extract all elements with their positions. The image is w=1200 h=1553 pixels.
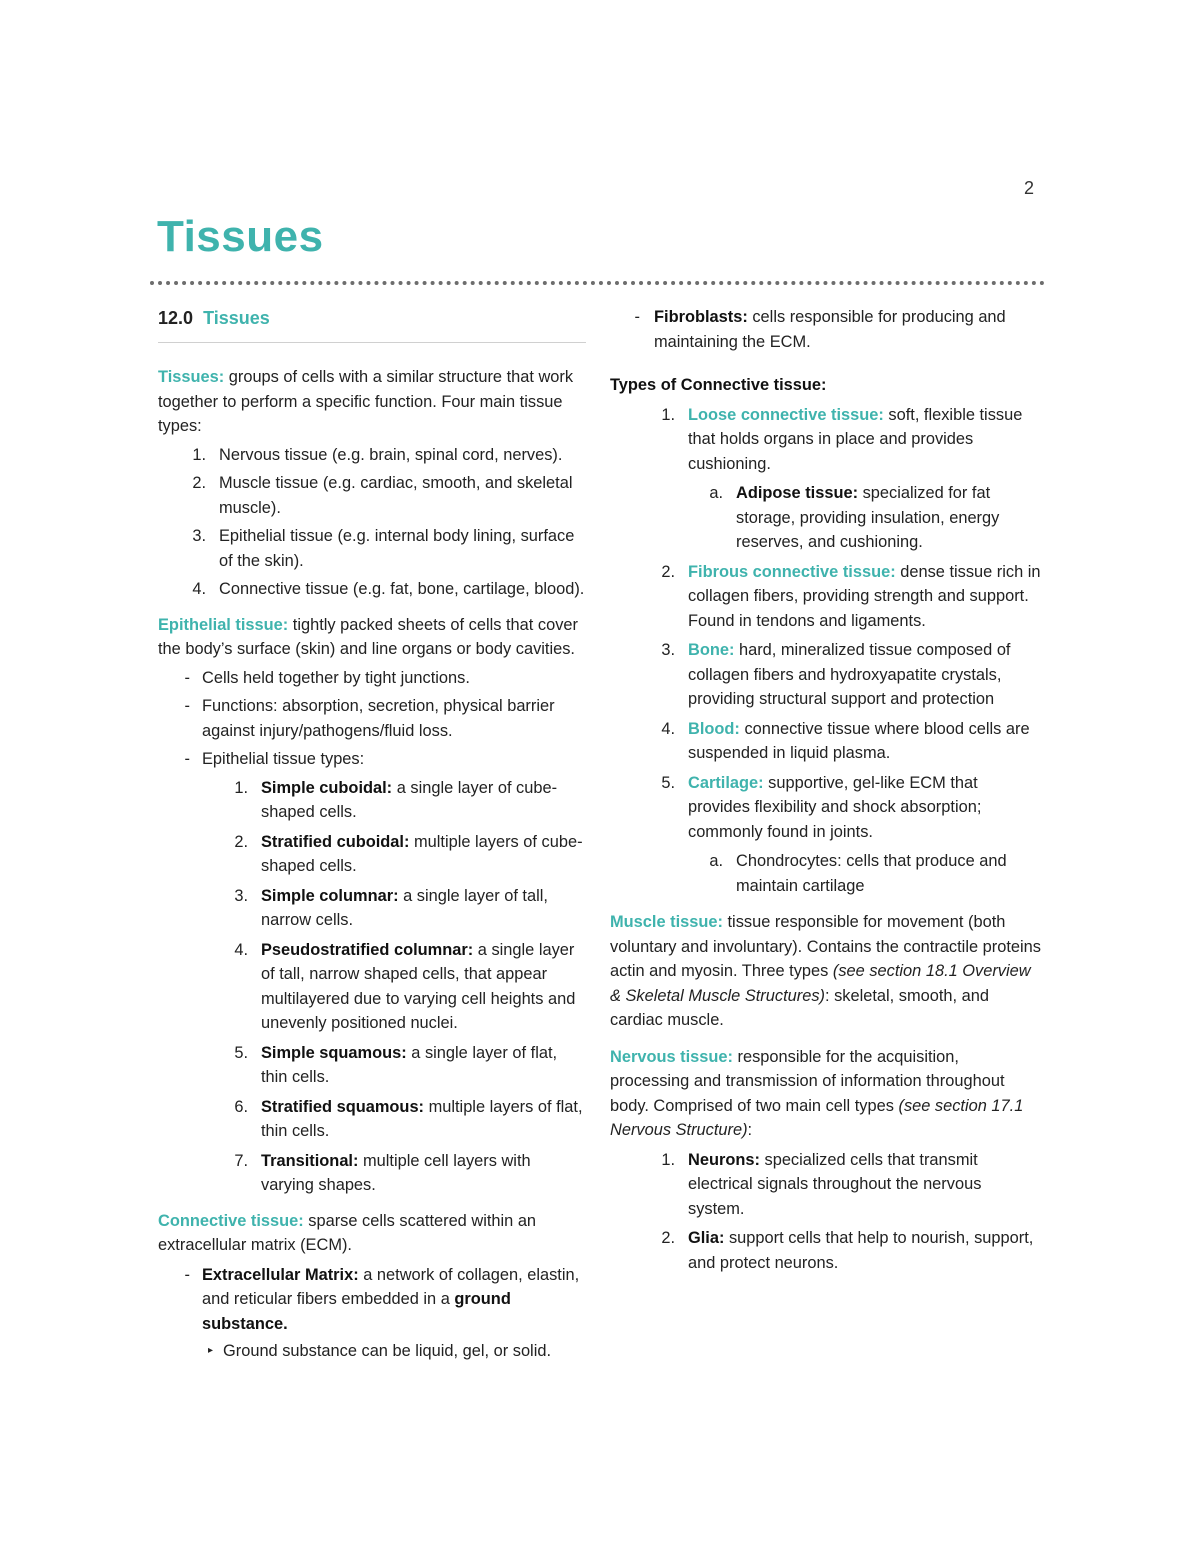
tissues-definition: Tissues: groups of cells with a similar structure that work together to perform a specific function. Four main tissue types: <box>158 368 574 435</box>
section-heading <box>158 305 586 343</box>
list-item: 5. Simple squamous: a single layer of flat, thin cells. <box>234 1043 558 1086</box>
list-item: 1. Nervous tissue (e.g. brain, spinal cord, nerves). <box>192 445 563 464</box>
page-number: 2 <box>1024 178 1035 198</box>
list-item: 2. Stratified cuboidal: multiple layers of cube-shaped cells. <box>234 832 583 875</box>
epithelial-bullets <box>158 666 586 772</box>
right-column <box>610 305 1042 1275</box>
list-item: 5. Cartilage: supportive, gel-like ECM that provides flexibility and shock absorption; commonly found in joints. <box>661 773 982 841</box>
connective-types-heading: Types of Connective tissue: <box>610 376 827 394</box>
connective-bullets <box>158 1263 586 1364</box>
list-item: a. Chondrocytes: cells that produce and maintain cartilage <box>709 852 1007 895</box>
list-item: 2. Fibrous connective tissue: dense tissue rich in collagen fibers, providing strength and support. Found in tendons and ligaments. <box>661 562 1041 630</box>
epithelial-types-list <box>158 776 586 1198</box>
list-item: 2. Glia: support cells that help to nourish, support, and protect neurons. <box>661 1229 1034 1272</box>
list-item: 2. Muscle tissue (e.g. cardiac, smooth, and skeletal muscle). <box>192 474 573 517</box>
list-item: - Fibroblasts: cells responsible for producing and maintaining the ECM. <box>634 308 1006 351</box>
muscle-definition: Muscle tissue: tissue responsible for movement (both voluntary and involuntary). Contains the contractile proteins actin and myosin. Three types (see section 18.1 Overview & Skeletal Muscle Structures): skeletal, smooth, and cardiac muscle. <box>610 913 1041 1029</box>
tissues-term: Tissues: <box>158 368 225 386</box>
list-item: ▸ Ground substance can be liquid, gel, or solid. <box>207 1342 552 1360</box>
nervous-definition: Nervous tissue: responsible for the acquisition, processing and transmission of information throughout body. Comprised of two main cell types (see section 17.1 Nervous Structure): <box>610 1047 1024 1139</box>
tissue-types-list <box>158 443 586 602</box>
page-title: Tissues <box>157 212 324 261</box>
list-item: 1. Loose connective tissue: soft, flexible tissue that holds organs in place and provides cushioning. <box>661 405 1023 473</box>
list-item: 6. Stratified squamous: multiple layers of flat, thin cells. <box>234 1097 583 1140</box>
connective-types-list <box>610 403 1042 899</box>
list-item: a. Adipose tissue: specialized for fat storage, providing insulation, energy reserves, and cushioning. <box>709 484 1000 551</box>
list-item: 4. Blood: connective tissue where blood cells are suspended in liquid plasma. <box>661 719 1030 762</box>
list-item: 7. Transitional: multiple cell layers with varying shapes. <box>234 1151 531 1194</box>
connective-definition: Connective tissue: sparse cells scattered within an extracellular matrix (ECM). <box>158 1211 537 1254</box>
list-item: 1. Simple cuboidal: a single layer of cube-shaped cells. <box>234 778 558 821</box>
section-number: 12.0 <box>158 308 194 328</box>
list-item: 4. Connective tissue (e.g. fat, bone, cartilage, blood). <box>192 580 585 598</box>
list-item: 4. Pseudostratified columnar: a single layer of tall, narrow shaped cells, that appear multilayered due to varying cell heights and unevenly positioned nuclei. <box>234 940 576 1032</box>
list-item: 1. Neurons: specialized cells that transmit electrical signals throughout the nervous system. <box>661 1150 982 1218</box>
section-name: Tissues <box>203 308 270 328</box>
fibroblast-bullet <box>610 305 1042 354</box>
list-item: 3. Simple columnar: a single layer of tall, narrow cells. <box>234 886 548 929</box>
list-item: - Extracellular Matrix: a network of collagen, elastin, and reticular fibers embedded in a ground substance. <box>184 1265 580 1333</box>
list-item: 3. Epithelial tissue (e.g. internal body lining, surface of the skin). <box>192 527 575 570</box>
list-item: - Cells held together by tight junctions. <box>184 668 470 687</box>
list-item: 3. Bone: hard, mineralized tissue composed of collagen fibers and hydroxyapatite crystals, providing structural support and protection <box>661 641 1011 708</box>
left-column <box>158 305 586 1364</box>
epithelial-definition: Epithelial tissue: tightly packed sheets of cells that cover the body’s surface (skin) and line organs or body cavities. <box>158 615 578 658</box>
list-item: - Epithelial tissue types: <box>184 750 365 768</box>
list-item: - Functions: absorption, secretion, physical barrier against injury/pathogens/fluid loss. <box>184 697 555 740</box>
dotted-divider <box>150 281 1045 293</box>
nervous-types-list <box>610 1148 1042 1276</box>
